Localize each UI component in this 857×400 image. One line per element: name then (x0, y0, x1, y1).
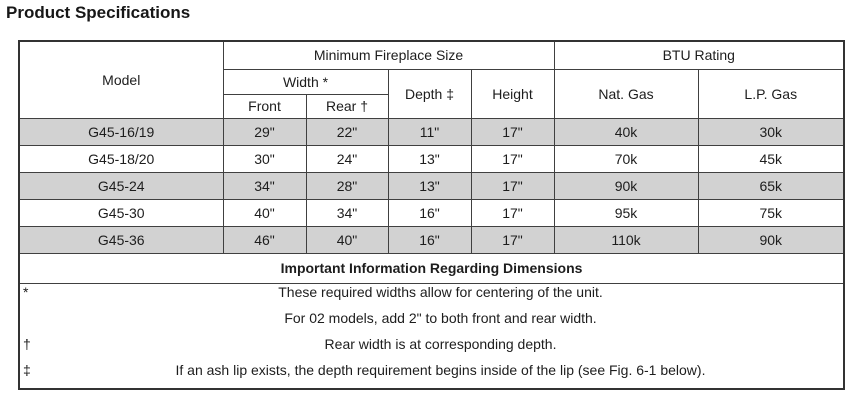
info-header-row (19, 253, 844, 283)
footnote-marker: ‡ (23, 361, 31, 378)
footnote-line (20, 336, 843, 352)
table-row (19, 118, 844, 145)
height-cell: 17" (471, 199, 554, 226)
depth-cell: 13" (388, 172, 471, 199)
header-width: Width * (223, 69, 388, 94)
table-row (19, 199, 844, 226)
footnote-text: For 02 models, add 2" to both front and rear width. (284, 309, 597, 326)
lp-gas-cell: 75k (698, 199, 844, 226)
nat-gas-cell: 110k (554, 226, 698, 253)
front-cell: 40" (223, 199, 306, 226)
model-cell: G45-18/20 (19, 145, 223, 172)
model-cell: G45-16/19 (19, 118, 223, 145)
header-rear: Rear † (306, 94, 388, 118)
height-cell: 17" (471, 172, 554, 199)
header-front: Front (223, 94, 306, 118)
model-cell: G45-36 (19, 226, 223, 253)
footnote-text: These required widths allow for centering of the unit. (278, 283, 603, 300)
footnotes-row (19, 283, 844, 389)
depth-cell: 16" (388, 226, 471, 253)
rear-cell: 28" (306, 172, 388, 199)
rear-cell: 34" (306, 199, 388, 226)
footnote-text: If an ash lip exists, the depth requirement begins inside of the lip (see Fig. 6-1 below). (175, 361, 706, 378)
header-fireplace-size-group: Minimum Fireplace Size (223, 41, 554, 69)
header-row-groups (19, 41, 844, 69)
lp-gas-cell: 30k (698, 118, 844, 145)
lp-gas-cell: 45k (698, 145, 844, 172)
header-model: Model (19, 41, 223, 118)
header-btu-rating-group: BTU Rating (554, 41, 844, 69)
rear-cell: 40" (306, 226, 388, 253)
front-cell: 30" (223, 145, 306, 172)
footnote-text: Rear width is at corresponding depth. (324, 335, 557, 352)
footnote-marker: † (23, 335, 31, 352)
page-title: Product Specifications (6, 3, 191, 22)
nat-gas-cell: 40k (554, 118, 698, 145)
info-header: Important Information Regarding Dimensions (19, 253, 844, 283)
footnote-line (20, 284, 843, 300)
height-cell: 17" (471, 118, 554, 145)
header-depth: Depth ‡ (388, 69, 471, 118)
depth-cell: 11" (388, 118, 471, 145)
table-row (19, 226, 844, 253)
nat-gas-cell: 70k (554, 145, 698, 172)
footnote-line (20, 362, 843, 378)
lp-gas-cell: 90k (698, 226, 844, 253)
spec-table (18, 40, 845, 390)
nat-gas-cell: 90k (554, 172, 698, 199)
depth-cell: 16" (388, 199, 471, 226)
height-cell: 17" (471, 226, 554, 253)
lp-gas-cell: 65k (698, 172, 844, 199)
table-row (19, 172, 844, 199)
rear-cell: 24" (306, 145, 388, 172)
footnote-line (20, 310, 843, 326)
model-cell: G45-30 (19, 199, 223, 226)
front-cell: 46" (223, 226, 306, 253)
header-height: Height (471, 69, 554, 118)
nat-gas-cell: 95k (554, 199, 698, 226)
footnotes-cell (19, 283, 844, 389)
rear-cell: 22" (306, 118, 388, 145)
header-lp-gas: L.P. Gas (698, 69, 844, 118)
header-nat-gas: Nat. Gas (554, 69, 698, 118)
front-cell: 29" (223, 118, 306, 145)
table-row (19, 145, 844, 172)
footnote-marker: * (23, 283, 29, 300)
front-cell: 34" (223, 172, 306, 199)
depth-cell: 13" (388, 145, 471, 172)
height-cell: 17" (471, 145, 554, 172)
model-cell: G45-24 (19, 172, 223, 199)
